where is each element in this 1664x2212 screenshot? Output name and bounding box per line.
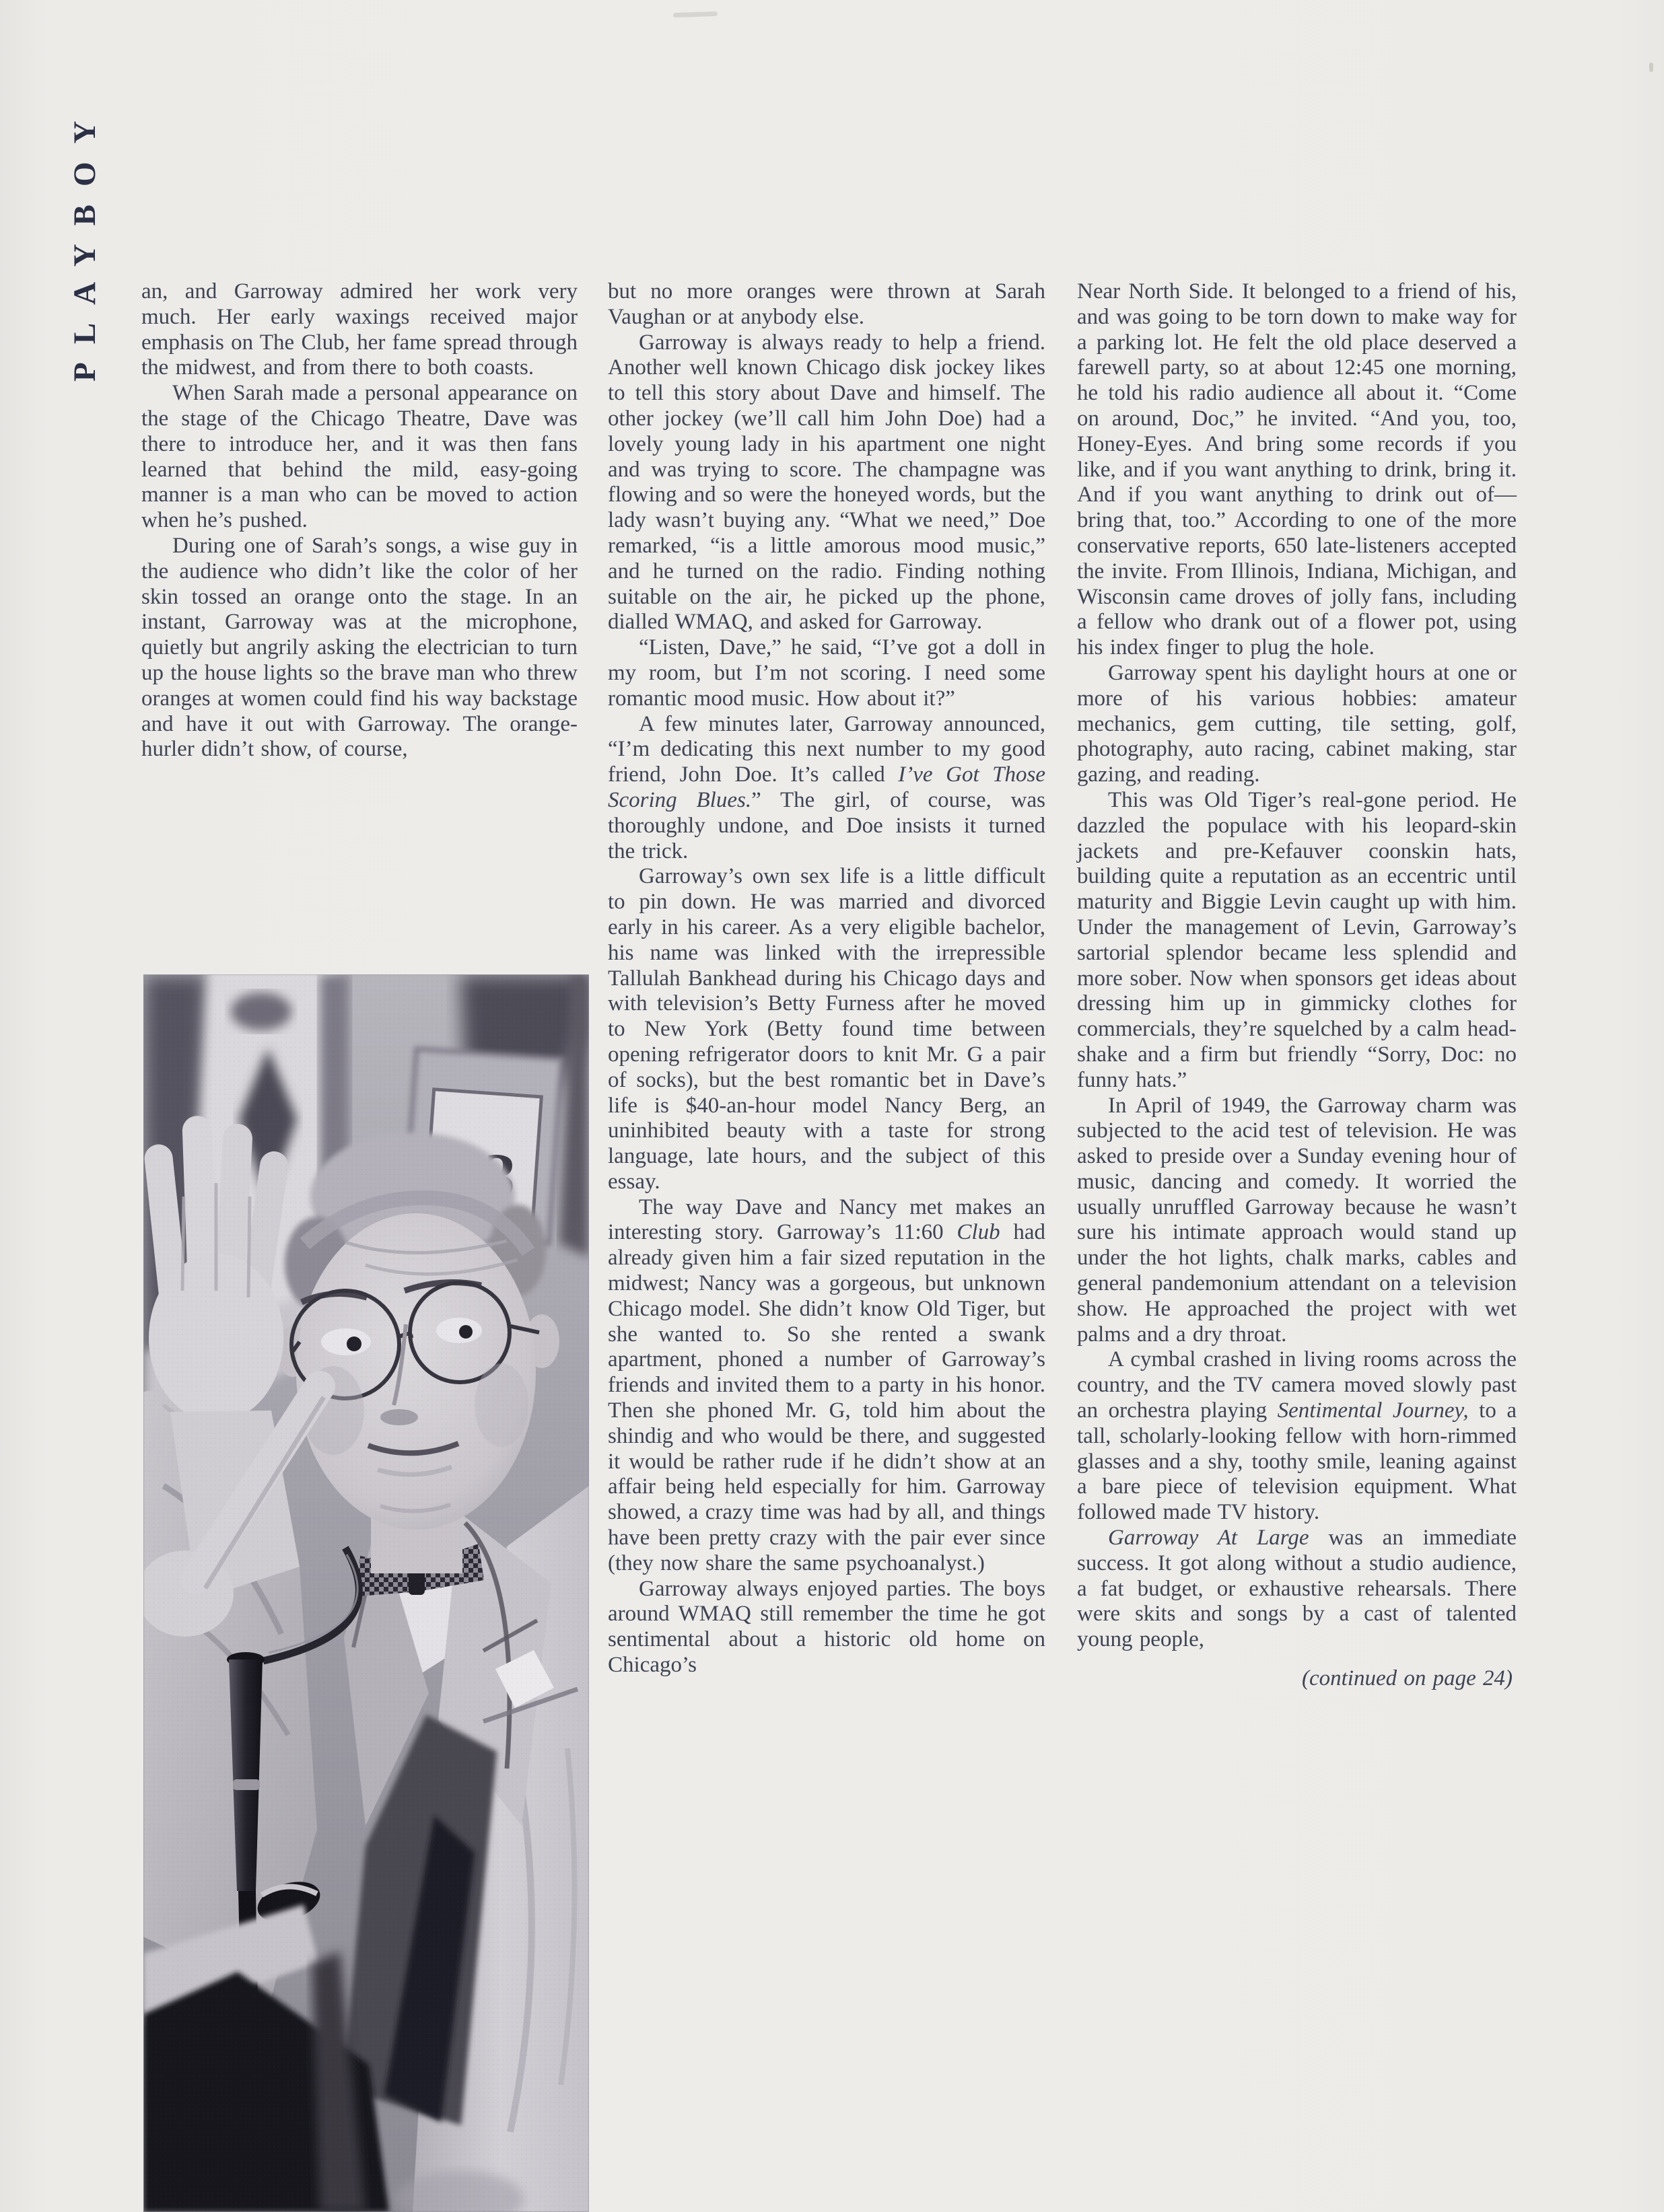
paragraph: [608, 1195, 1045, 1577]
paragraph: [608, 635, 1045, 711]
paragraph: [141, 534, 578, 762]
text-run: had already given him a fair sized reputation in the midwest; Nancy was a gorgeous, but unknown Chicago model. She didn’t know Old Tiger, but she wanted to. So she rented a swank apartment, phoned a number of Garroway’s friends and invited them to a party in his honor. Then she phoned Mr. G, told him about the shindig and who would be there, and suggested it would be rather rude if he didn’t show at an affair being held especially for him. Garroway showed, a crazy time was had by all, and things have been pretty crazy with the pair ever since (they now share the same psychoanalyst.): [608, 1220, 1045, 1575]
paragraph: [608, 1577, 1045, 1678]
text-run: Garroway spent his daylight hours at one or more of his various hobbies: amateur mechanics, gem cutting, tile setting, golf, photography, auto racing, cabinet making, star gazing, and reading.: [1077, 660, 1517, 787]
text-run: A few minutes later, Garroway announced, “I’m dedicating this next number to my good friend, John Doe. It’s called: [608, 711, 1045, 787]
text-run: When Sarah made a personal appearance on the stage of the Chicago Theatre, Dave was there to introduce her, and it was then fans learned that behind the mild, easy-going manner is a man who can be moved to action when he’s pushed.: [141, 381, 578, 533]
text-run: but no more oranges were thrown at Sarah Vaughan or at anybody else.: [608, 279, 1045, 329]
text-run: The way Dave and Nancy met makes an interesting story. Garroway’s 11:60: [608, 1194, 1045, 1245]
text-run: “Listen, Dave,” he said, “I’ve got a doll in my room, but I’m not scoring. I need some romantic mood music. How about it?”: [608, 635, 1045, 711]
text-run: Garroway always enjoyed parties. The boys around WMAQ still remember the time he got sentimental about a historic old home on Chicago’s: [608, 1576, 1045, 1678]
text-run: This was Old Tiger’s real-gone period. He dazzled the populace with his leopard-skin jackets and pre-Kefauver coonskin hats, building quite a reputation as an eccentric until maturity and Biggie Levin caught up with him. Under the management of Levin, Garroway’s sartorial splendor became less splendid and more sober. Now when sponsors get ideas about dressing him up in gimmicky clothes for commercials, they’re squelched by a calm head-shake and a firm but friendly “Sorry, Doc: no funny hats.”: [1077, 787, 1517, 1092]
paragraph: [608, 864, 1045, 1194]
text-run: In April of 1949, the Garroway charm was subjected to the acid test of television. He was asked to preside over a Sunday evening hour of music, dancing and comedy. It worried the usually unruffled Garroway because he wasn’t sure his intimate approach would stand up under the hot lights, chalk marks, cables and general pandemonium attendant on a television show. He approached the project with wet palms and a dry throat.: [1077, 1093, 1517, 1347]
italic-text-run: Club: [957, 1220, 1000, 1245]
paragraph: [608, 330, 1045, 636]
paragraph: [1077, 661, 1517, 788]
paragraph: [141, 279, 578, 381]
paragraph: [1077, 1347, 1517, 1526]
text-run: Garroway is always ready to help a friend. Another well known Chicago disk jockey likes to tell this story about Dave and himself. The other jockey (we’ll call him John Doe) had a lovely young lady in his apartment one night and was trying to score. The champagne was flowing and so were the honeyed words, but the lady wasn’t buying any. “What we need,” Doe remarked, “is a little amorous mood music,” and he turned on the radio. Finding nothing suitable on the air, he picked up the phone, dialled WMAQ, and asked for Garroway.: [608, 330, 1045, 635]
text-run: During one of Sarah’s songs, a wise guy in the audience who didn’t like the color of her skin tossed an orange onto the stage. In an instant, Garroway was at the microphone, quietly but angrily asking the electrician to turn up the house lights so the brave man who threw oranges at women could find his way backstage and have it out with Garroway. The orange-hurler didn’t show, of course,: [141, 533, 578, 762]
paragraph: [608, 279, 1045, 330]
italic-text-run: Sentimental Journey,: [1277, 1398, 1469, 1423]
italic-text-run: (continued on page 24): [1301, 1666, 1513, 1691]
article-column-1: [141, 279, 578, 762]
text-run: A cymbal crashed in living rooms across the country, and the TV camera moved slowly past an orchestra playing: [1077, 1347, 1517, 1423]
text-run: Garroway’s own sex life is a little difficult to pin down. He was married and divorced early in his career. As a very eligible bachelor, his name was linked with the irrepressible Tallulah Bankhead during his Chicago days and with television’s Betty Furness after he moved to New York (Betty found time between opening refrigerator doors to knit Mr. G a pair of socks), but the best romantic bet in Dave’s life is $40-an-hour model Nancy Berg, an uninhibited beauty with a taste for strong language, late hours, and the subject of this essay.: [608, 864, 1045, 1194]
film-grain-overlay: [143, 974, 589, 2212]
text-run: an, and Garroway admired her work very much. Her early waxings received major emphasis on The Club, her fame spread through the midwest, and from there to both coasts.: [141, 279, 578, 380]
scan-artifact: [1649, 63, 1653, 72]
paragraph: [141, 381, 578, 534]
paragraph: [1077, 788, 1517, 1094]
magazine-name-vertical: PLAYBOY: [67, 102, 102, 382]
text-run: ” The girl, of course, was thoroughly undone, and Doe insists it turned the trick.: [608, 787, 1045, 863]
italic-text-run: I’ve Got Those Scoring Blues.: [608, 762, 1046, 812]
text-run: Near North Side. It belonged to a friend of his, and was going to be torn down to make way for a parking lot. He felt the old place deserved a farewell party, so at about 12:45 one morning, he told his radio audience all about it. “Come on around, Doc,” he invited. “And you, too, Honey-Eyes. And bring some records if you like, and if you want anything to drink, bring it. And if you want anything to drink out of—bring that, too.” According to one of the more conservative reports, 650 late-listeners accepted the invite. From Illinois, Indiana, Michigan, and Wisconsin came droves of jolly fans, including a fellow who drank out of a flower pot, using his index finger to plug the hole.: [1077, 279, 1517, 660]
paragraph: [1077, 279, 1517, 661]
text-run: to a tall, scholarly-looking fellow with horn-rimmed glasses and a shy, toothy smile, leaning against a bare piece of television equipment. What followed made TV history.: [1077, 1398, 1517, 1525]
scan-artifact: [673, 11, 718, 17]
paragraph: [1077, 1094, 1517, 1348]
paragraph: [608, 712, 1045, 865]
paragraph: [1077, 1526, 1517, 1653]
garroway-photo: [143, 974, 589, 2212]
text-run: was an immediate success. It got along without a studio audience, a fat budget, or exhaustive rehearsals. There were skits and songs by a cast of talented young people,: [1077, 1526, 1517, 1652]
article-column-3: [1077, 279, 1517, 1692]
italic-text-run: Garroway At Large: [1108, 1526, 1309, 1550]
article-column-2: [608, 279, 1045, 1678]
paragraph: [1077, 1666, 1517, 1692]
